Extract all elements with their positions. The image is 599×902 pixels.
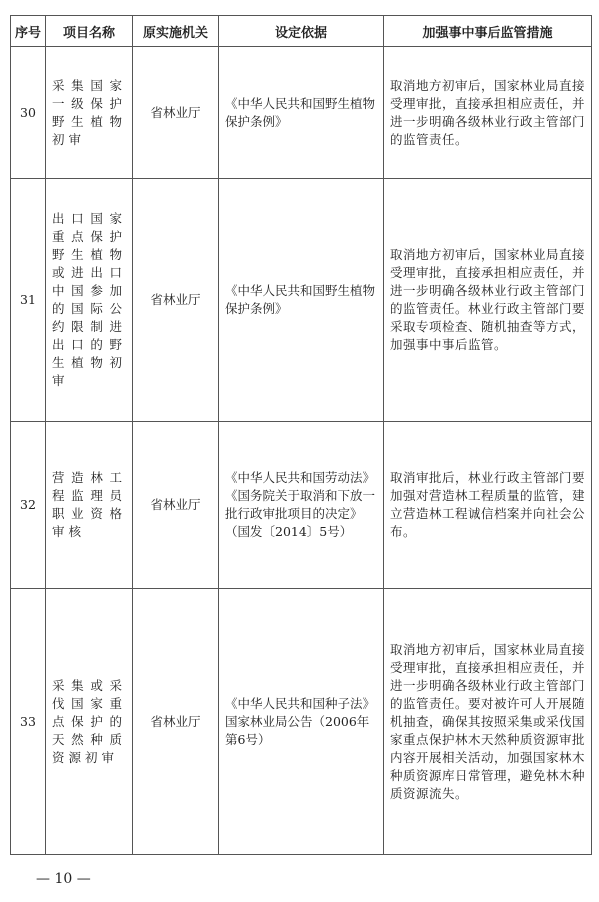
basis-cell: 《中华人民共和国野生植物保护条例》	[219, 179, 384, 422]
table-header-row	[11, 16, 592, 47]
basis-cell: 《中华人民共和国野生植物保护条例》	[219, 47, 384, 179]
measure-cell: 取消审批后，林业行政主管部门要加强对营造林工程质量的监管，建立营造林工程诚信档案并向社会公布。	[384, 422, 592, 589]
header-serial: 序号	[11, 16, 46, 47]
item-name-cell: 出口国家重点保护野生植物或进出口中国参加的国际公约限制进出口的野生植物初审	[46, 179, 133, 422]
item-name-cell: 营造林工程监理员职业资格审核	[46, 422, 133, 589]
table-row	[11, 422, 592, 589]
table-row	[11, 47, 592, 179]
header-supervision-measures: 加强事中事后监管措施	[384, 16, 592, 47]
measure-cell: 取消地方初审后，国家林业局直接受理审批，直接承担相应责任，并进一步明确各级林业行政主管部门的监管责任。	[384, 47, 592, 179]
serial-cell: 32	[11, 422, 46, 589]
item-name-cell: 采集国家一级保护野生植物初审	[46, 47, 133, 179]
authority-cell: 省林业厅	[133, 589, 219, 855]
table-row	[11, 179, 592, 422]
table-row	[11, 589, 592, 855]
item-table	[10, 15, 592, 855]
basis-cell: 《中华人民共和国种子法》国家林业局公告（2006年第6号）	[219, 589, 384, 855]
header-legal-basis: 设定依据	[219, 16, 384, 47]
serial-cell: 33	[11, 589, 46, 855]
serial-cell: 30	[11, 47, 46, 179]
header-item-name: 项目名称	[46, 16, 133, 47]
authority-cell: 省林业厅	[133, 179, 219, 422]
page-number: — 10 —	[36, 871, 91, 887]
header-original-authority: 原实施机关	[133, 16, 219, 47]
authority-cell: 省林业厅	[133, 47, 219, 179]
measure-cell: 取消地方初审后，国家林业局直接受理审批，直接承担相应责任，并进一步明确各级林业行政主管部门的监管责任。林业行政主管部门要采取专项检查、随机抽查等方式，加强事中事后监管。	[384, 179, 592, 422]
serial-cell: 31	[11, 179, 46, 422]
authority-cell: 省林业厅	[133, 422, 219, 589]
measure-cell: 取消地方初审后，国家林业局直接受理审批，直接承担相应责任，并进一步明确各级林业行政主管部门的监管责任。要对被许可人开展随机抽查，确保其按照采集或采伐国家重点保护林木天然种质资源审批内容开展相关活动，加强国家林木种质资源库日常管理，避免林木种质资源流失。	[384, 589, 592, 855]
item-name-cell: 采集或采伐国家重点保护的天然种质资源初审	[46, 589, 133, 855]
basis-cell: 《中华人民共和国劳动法》《国务院关于取消和下放一批行政审批项目的决定》（国发〔2014〕5号）	[219, 422, 384, 589]
